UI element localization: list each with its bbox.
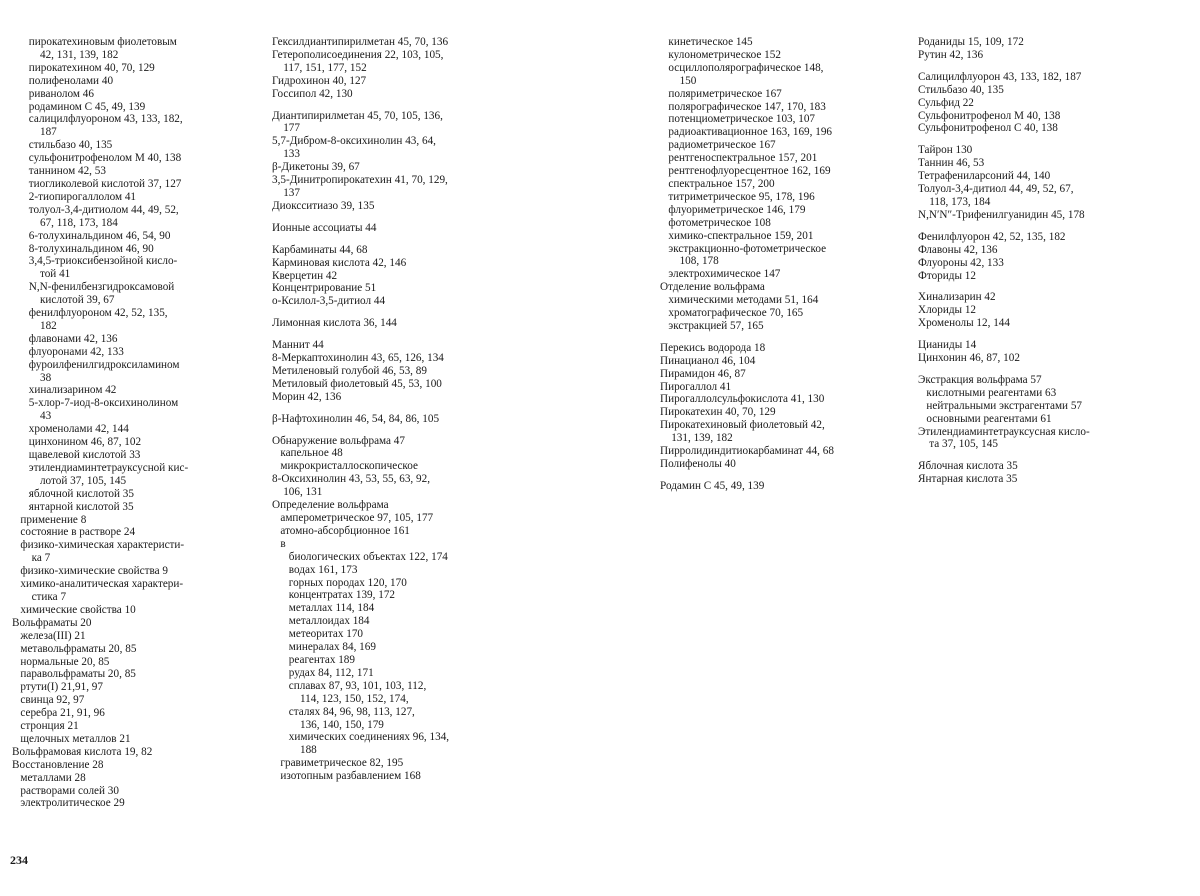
index-entry: металлами 28	[12, 771, 86, 784]
index-entry: хроматографическое 70, 165	[660, 307, 804, 320]
index-entry: 38	[12, 371, 52, 384]
index-entry: флуоронами 42, 133	[12, 345, 124, 358]
section-gap	[272, 330, 522, 339]
index-entry: Пирролидиндитиокарбаминат 44, 68	[660, 445, 834, 458]
index-entry: о-Ксилол-3,5-дитиол 44	[272, 295, 386, 308]
index-entry: 8-Меркаптохинолин 43, 65, 126, 134	[272, 352, 444, 365]
index-entry: 106, 131	[272, 486, 323, 499]
index-entry: 5-хлор-7-иод-8-оксихинолином	[12, 397, 179, 410]
index-entry: этилендиаминтетрауксусной кис-	[12, 461, 189, 474]
index-entry: 8-толухинальдином 46, 90	[12, 242, 154, 255]
index-entry: рентгенофлуоресцентное 162, 169	[660, 165, 831, 178]
index-entry: сплавах 87, 93, 101, 103, 112,	[272, 679, 427, 692]
index-entry: Пирогаллол 41	[660, 380, 732, 393]
index-entry: Салицилфлуорон 43, 133, 182, 187	[918, 70, 1082, 83]
index-entry: Фенилфлуорон 42, 52, 135, 182	[918, 230, 1066, 243]
index-entry: риванолом 46	[12, 87, 94, 100]
index-entry: Флавоны 42, 136	[918, 243, 998, 256]
index-entry: химико-спектральное 159, 201	[660, 229, 814, 242]
index-entry: изотопным разбавлением 168	[272, 770, 421, 783]
section-gap	[272, 426, 522, 435]
index-entry: физико-химическая характеристи-	[12, 539, 185, 552]
index-entry: металлах 114, 184	[272, 602, 375, 615]
index-entry: стильбазо 40, 135	[12, 139, 113, 152]
index-entry: Сульфид 22	[918, 96, 974, 109]
section-gap	[272, 235, 522, 244]
index-entry: 117, 151, 177, 152	[272, 61, 367, 74]
index-entry: хроменолами 42, 144	[12, 423, 129, 436]
index-entry: 5,7-Дибром-8-оксихинолин 43, 64,	[272, 135, 436, 148]
index-entry: фенилфлуороном 42, 52, 135,	[12, 307, 168, 320]
index-entry: той 41	[12, 268, 71, 281]
section-gap	[918, 451, 1188, 460]
index-entry: 188	[272, 744, 317, 757]
index-entry: химические свойства 10	[12, 603, 136, 616]
index-entry: Пирамидон 46, 87	[660, 367, 746, 380]
index-entry: Тетрафениларсоний 44, 140	[918, 170, 1051, 183]
index-entry: паравольфраматы 20, 85	[12, 668, 136, 681]
index-entry: 42, 131, 139, 182	[12, 48, 119, 61]
index-entry: химическими методами 51, 164	[660, 294, 819, 307]
index-entry: кислотой 39, 67	[12, 294, 115, 307]
index-entry: растворами солей 30	[12, 784, 119, 797]
index-entry: физико-химические свойства 9	[12, 565, 168, 578]
index-entry: β-Нафтохинолин 46, 54, 84, 86, 105	[272, 412, 440, 425]
index-entry: Диоксситиазо 39, 135	[272, 199, 375, 212]
index-entry: Метиленовый голубой 46, 53, 89	[272, 364, 427, 377]
index-entry: Маннит 44	[272, 339, 324, 352]
index-entry: 8-Оксихинолин 43, 53, 55, 63, 92,	[272, 473, 430, 486]
index-entry: гравиметрическое 82, 195	[272, 757, 404, 770]
index-entry: Этилендиаминтетрауксусная кисло-	[918, 425, 1090, 438]
index-entry: Госсипол 42, 130	[272, 87, 353, 100]
index-entry: капельное 48	[272, 447, 343, 460]
index-entry: Роданиды 15, 109, 172	[918, 36, 1024, 48]
section-gap	[272, 404, 522, 413]
index-entry: Кверцетин 42	[272, 269, 338, 282]
index-entry: металлоидах 184	[272, 615, 370, 628]
index-entry: Тайрон 130	[918, 144, 973, 157]
index-entry: полифенолами 40	[12, 74, 114, 87]
index-entry: Полифенолы 40	[660, 458, 736, 470]
index-entry: Гетерополисоединения 22, 103, 105,	[272, 48, 444, 61]
index-entry: рентгеноспектральное 157, 201	[660, 152, 818, 165]
index-entry: реагентах 189	[272, 653, 355, 666]
index-entry: основными реагентами 61	[918, 412, 1052, 425]
index-entry: Лимонная кислота 36, 144	[272, 317, 397, 330]
page-number: 234	[10, 853, 28, 867]
index-entry: кулонометрическое 152	[660, 48, 781, 61]
index-entry: 67, 118, 173, 184	[12, 216, 118, 229]
index-entry: сталях 84, 96, 98, 113, 127,	[272, 705, 415, 718]
index-entry: Янтарная кислота 35	[918, 473, 1018, 486]
index-entry: 6-толухинальдином 46, 54, 90	[12, 229, 171, 242]
index-entry: Хлориды 12	[918, 304, 977, 317]
index-entry: амперометрическое 97, 105, 177	[272, 512, 434, 524]
index-entry: хинализарином 42	[12, 384, 117, 397]
index-entry: Карбаминаты 44, 68	[272, 243, 368, 256]
index-entry: Сульфонитрофенол С 40, 138	[918, 122, 1058, 135]
index-entry: титриметрическое 95, 178, 196	[660, 190, 815, 203]
index-entry: Цианиды 14	[918, 339, 977, 352]
section-gap	[918, 135, 1188, 144]
index-entry: янтарной кислотой 35	[12, 500, 134, 513]
index-entry: флуориметрическое 146, 179	[660, 203, 806, 216]
index-entry: экстракционно-фотометрическое	[660, 242, 827, 255]
index-entry: химических соединениях 96, 134,	[272, 731, 450, 744]
index-entry: 108, 178	[660, 255, 719, 268]
index-entry: горных породах 120, 170	[272, 576, 407, 589]
index-entry: нейтральными экстрагентами 57	[918, 399, 1083, 412]
section-gap	[660, 471, 910, 480]
index-entry: ка 7	[12, 552, 51, 565]
index-column-1	[12, 36, 264, 810]
index-entry: та 37, 105, 145	[918, 438, 998, 451]
index-entry: рудах 84, 112, 171	[272, 666, 374, 679]
index-entry: 3,5-Динитропирокатехин 41, 70, 129,	[272, 174, 448, 187]
section-gap	[272, 213, 522, 222]
section-gap	[272, 308, 522, 317]
index-entry: стика 7	[12, 590, 67, 603]
section-gap	[918, 222, 1188, 231]
index-entry: водах 161, 173	[272, 563, 358, 576]
index-entry: железа(III) 21	[12, 629, 86, 642]
index-entry: 43	[12, 410, 52, 423]
index-entry: N,N-фенилбензгидроксамовой	[12, 281, 175, 294]
index-entry: Карминовая кислота 42, 146	[272, 256, 407, 269]
index-entry: метеоритах 170	[272, 628, 364, 641]
index-entry: атомно-абсорбционное 161	[272, 524, 410, 537]
index-entry: щавелевой кислотой 33	[12, 449, 141, 461]
index-entry: метавольфраматы 20, 85	[12, 642, 137, 655]
index-entry: Отделение вольфрама	[660, 281, 765, 294]
index-entry: 182	[12, 319, 57, 332]
index-entry: Сульфонитрофенол М 40, 138	[918, 109, 1061, 122]
index-entry: Гидрохинон 40, 127	[272, 74, 367, 87]
index-entry: 187	[12, 126, 57, 139]
index-entry: Таннин 46, 53	[918, 157, 985, 170]
index-entry: Фториды 12	[918, 269, 976, 282]
index-entry: 150	[660, 74, 697, 87]
index-entry: химико-аналитическая характери-	[12, 578, 184, 591]
index-entry: Диантипирилметан 45, 70, 105, 136,	[272, 109, 443, 122]
index-entry: Яблочная кислота 35	[918, 460, 1018, 473]
index-entry: сульфонитрофенолом М 40, 138	[12, 152, 182, 165]
index-entry: β-Дикетоны 39, 67	[272, 161, 360, 174]
index-entry: 136, 140, 150, 179	[272, 718, 384, 731]
index-entry: толуол-3,4-дитиолом 44, 49, 52,	[12, 203, 179, 216]
index-entry: флавонами 42, 136	[12, 332, 118, 345]
index-entry: Толуол-3,4-дитиол 44, 49, 52, 67,	[918, 183, 1074, 196]
index-entry: Вольфрамовая кислота 19, 82	[12, 745, 153, 758]
index-entry: Хинализарин 42	[918, 291, 996, 304]
index-entry: Стильбазо 40, 135	[918, 83, 1004, 96]
index-entry: Пирокатехин 40, 70, 129	[660, 406, 776, 419]
index-entry: минералах 84, 169	[272, 641, 376, 654]
index-entry: кислотными реагентами 63	[918, 386, 1057, 399]
index-entry: 3,4,5-триоксибензойной кисло-	[12, 255, 178, 268]
index-entry: концентратах 139, 172	[272, 589, 396, 602]
index-entry: таннином 42, 53	[12, 165, 106, 178]
index-entry: Ионные ассоциаты 44	[272, 221, 377, 234]
index-entry: Хроменолы 12, 144	[918, 317, 1010, 330]
index-entry: радиоактивационное 163, 169, 196	[660, 126, 833, 139]
index-entry: Пинацианол 46, 104	[660, 354, 756, 367]
index-entry: 114, 123, 150, 152, 174,	[272, 692, 409, 705]
index-entry: 2-тиопирогаллолом 41	[12, 190, 137, 203]
index-entry: лотой 37, 105, 145	[12, 474, 127, 487]
index-entry: Определение вольфрама	[272, 499, 389, 512]
index-entry: 133	[272, 148, 300, 161]
index-entry: свинца 92, 97	[12, 694, 85, 707]
section-gap	[660, 333, 910, 342]
index-entry: микрокристаллоскопическое	[272, 460, 418, 473]
index-entry: родамином С 45, 49, 139	[12, 100, 146, 113]
section-gap	[272, 101, 522, 110]
index-column-2	[272, 36, 522, 783]
index-entry: пирокатехином 40, 70, 129	[12, 61, 155, 74]
index-entry: Вольфраматы 20	[12, 616, 92, 629]
index-entry: полярографическое 147, 170, 183	[660, 100, 826, 113]
index-entry: Обнаружение вольфрама 47	[272, 434, 405, 447]
index-column-3	[660, 36, 910, 493]
index-entry: Морин 42, 136	[272, 390, 342, 403]
index-entry: ртути(I) 21,91, 97	[12, 681, 103, 694]
index-entry: Флуороны 42, 133	[918, 256, 1004, 269]
index-entry: 131, 139, 182	[660, 432, 733, 445]
index-entry: Пирогаллолсульфокислота 41, 130	[660, 393, 825, 406]
index-entry: применение 8	[12, 513, 87, 526]
index-entry: Рутин 42, 136	[918, 48, 984, 61]
section-gap	[918, 62, 1188, 71]
index-entry: салицилфлуороном 43, 133, 182,	[12, 113, 183, 126]
index-entry: Цинхонин 46, 87, 102	[918, 352, 1020, 365]
section-gap	[918, 282, 1188, 291]
index-entry: поляриметрическое 167	[660, 87, 782, 100]
index-column-4	[918, 36, 1188, 486]
index-entry: фотометрическое 108	[660, 216, 771, 229]
section-gap	[918, 365, 1188, 374]
index-entry: щелочных металлов 21	[12, 732, 131, 745]
index-entry: радиометрическое 167	[660, 139, 776, 152]
index-entry: яблочной кислотой 35	[12, 487, 134, 500]
index-entry: Родамин С 45, 49, 139	[660, 479, 765, 492]
index-entry: Восстановление 28	[12, 758, 104, 771]
index-entry: Пирокатехиновый фиолетовый 42,	[660, 419, 825, 432]
section-gap	[918, 330, 1188, 339]
index-entry: фуроилфенилгидроксиламином	[12, 358, 180, 371]
index-entry: цинхонином 46, 87, 102	[12, 436, 142, 449]
index-entry: Метиловый фиолетовый 45, 53, 100	[272, 377, 442, 390]
index-entry: 137	[272, 186, 300, 199]
index-entry: нормальные 20, 85	[12, 655, 110, 668]
index-entry: Экстракция вольфрама 57	[918, 373, 1042, 386]
index-entry: экстракцией 57, 165	[660, 319, 764, 332]
index-entry: спектральное 157, 200	[660, 177, 775, 190]
index-entry: 118, 173, 184	[918, 195, 991, 208]
index-entry: Гексилдиантипирилметан 45, 70, 136	[272, 36, 449, 48]
index-entry: осциллополярографическое 148,	[660, 61, 824, 74]
index-entry: биологических объектах 122, 174	[272, 550, 448, 563]
index-entry: электролитическое 29	[12, 797, 125, 810]
index-entry: Перекись водорода 18	[660, 341, 766, 354]
index-entry: состояние в растворе 24	[12, 526, 136, 539]
index-entry: электрохимическое 147	[660, 268, 781, 281]
index-entry: Концентрирование 51	[272, 282, 377, 295]
index-entry: пирокатехиновым фиолетовым	[12, 36, 177, 48]
index-entry: N,N′N″-Трифенилгуанидин 45, 178	[918, 208, 1085, 221]
index-entry: в	[272, 537, 286, 550]
index-entry: стронция 21	[12, 720, 79, 733]
index-entry: серебра 21, 91, 96	[12, 707, 105, 720]
index-entry: потенциометрическое 103, 107	[660, 113, 816, 126]
index-entry: 177	[272, 122, 300, 135]
index-entry: тиогликолевой кислотой 37, 127	[12, 177, 182, 190]
index-entry: кинетическое 145	[660, 36, 753, 48]
